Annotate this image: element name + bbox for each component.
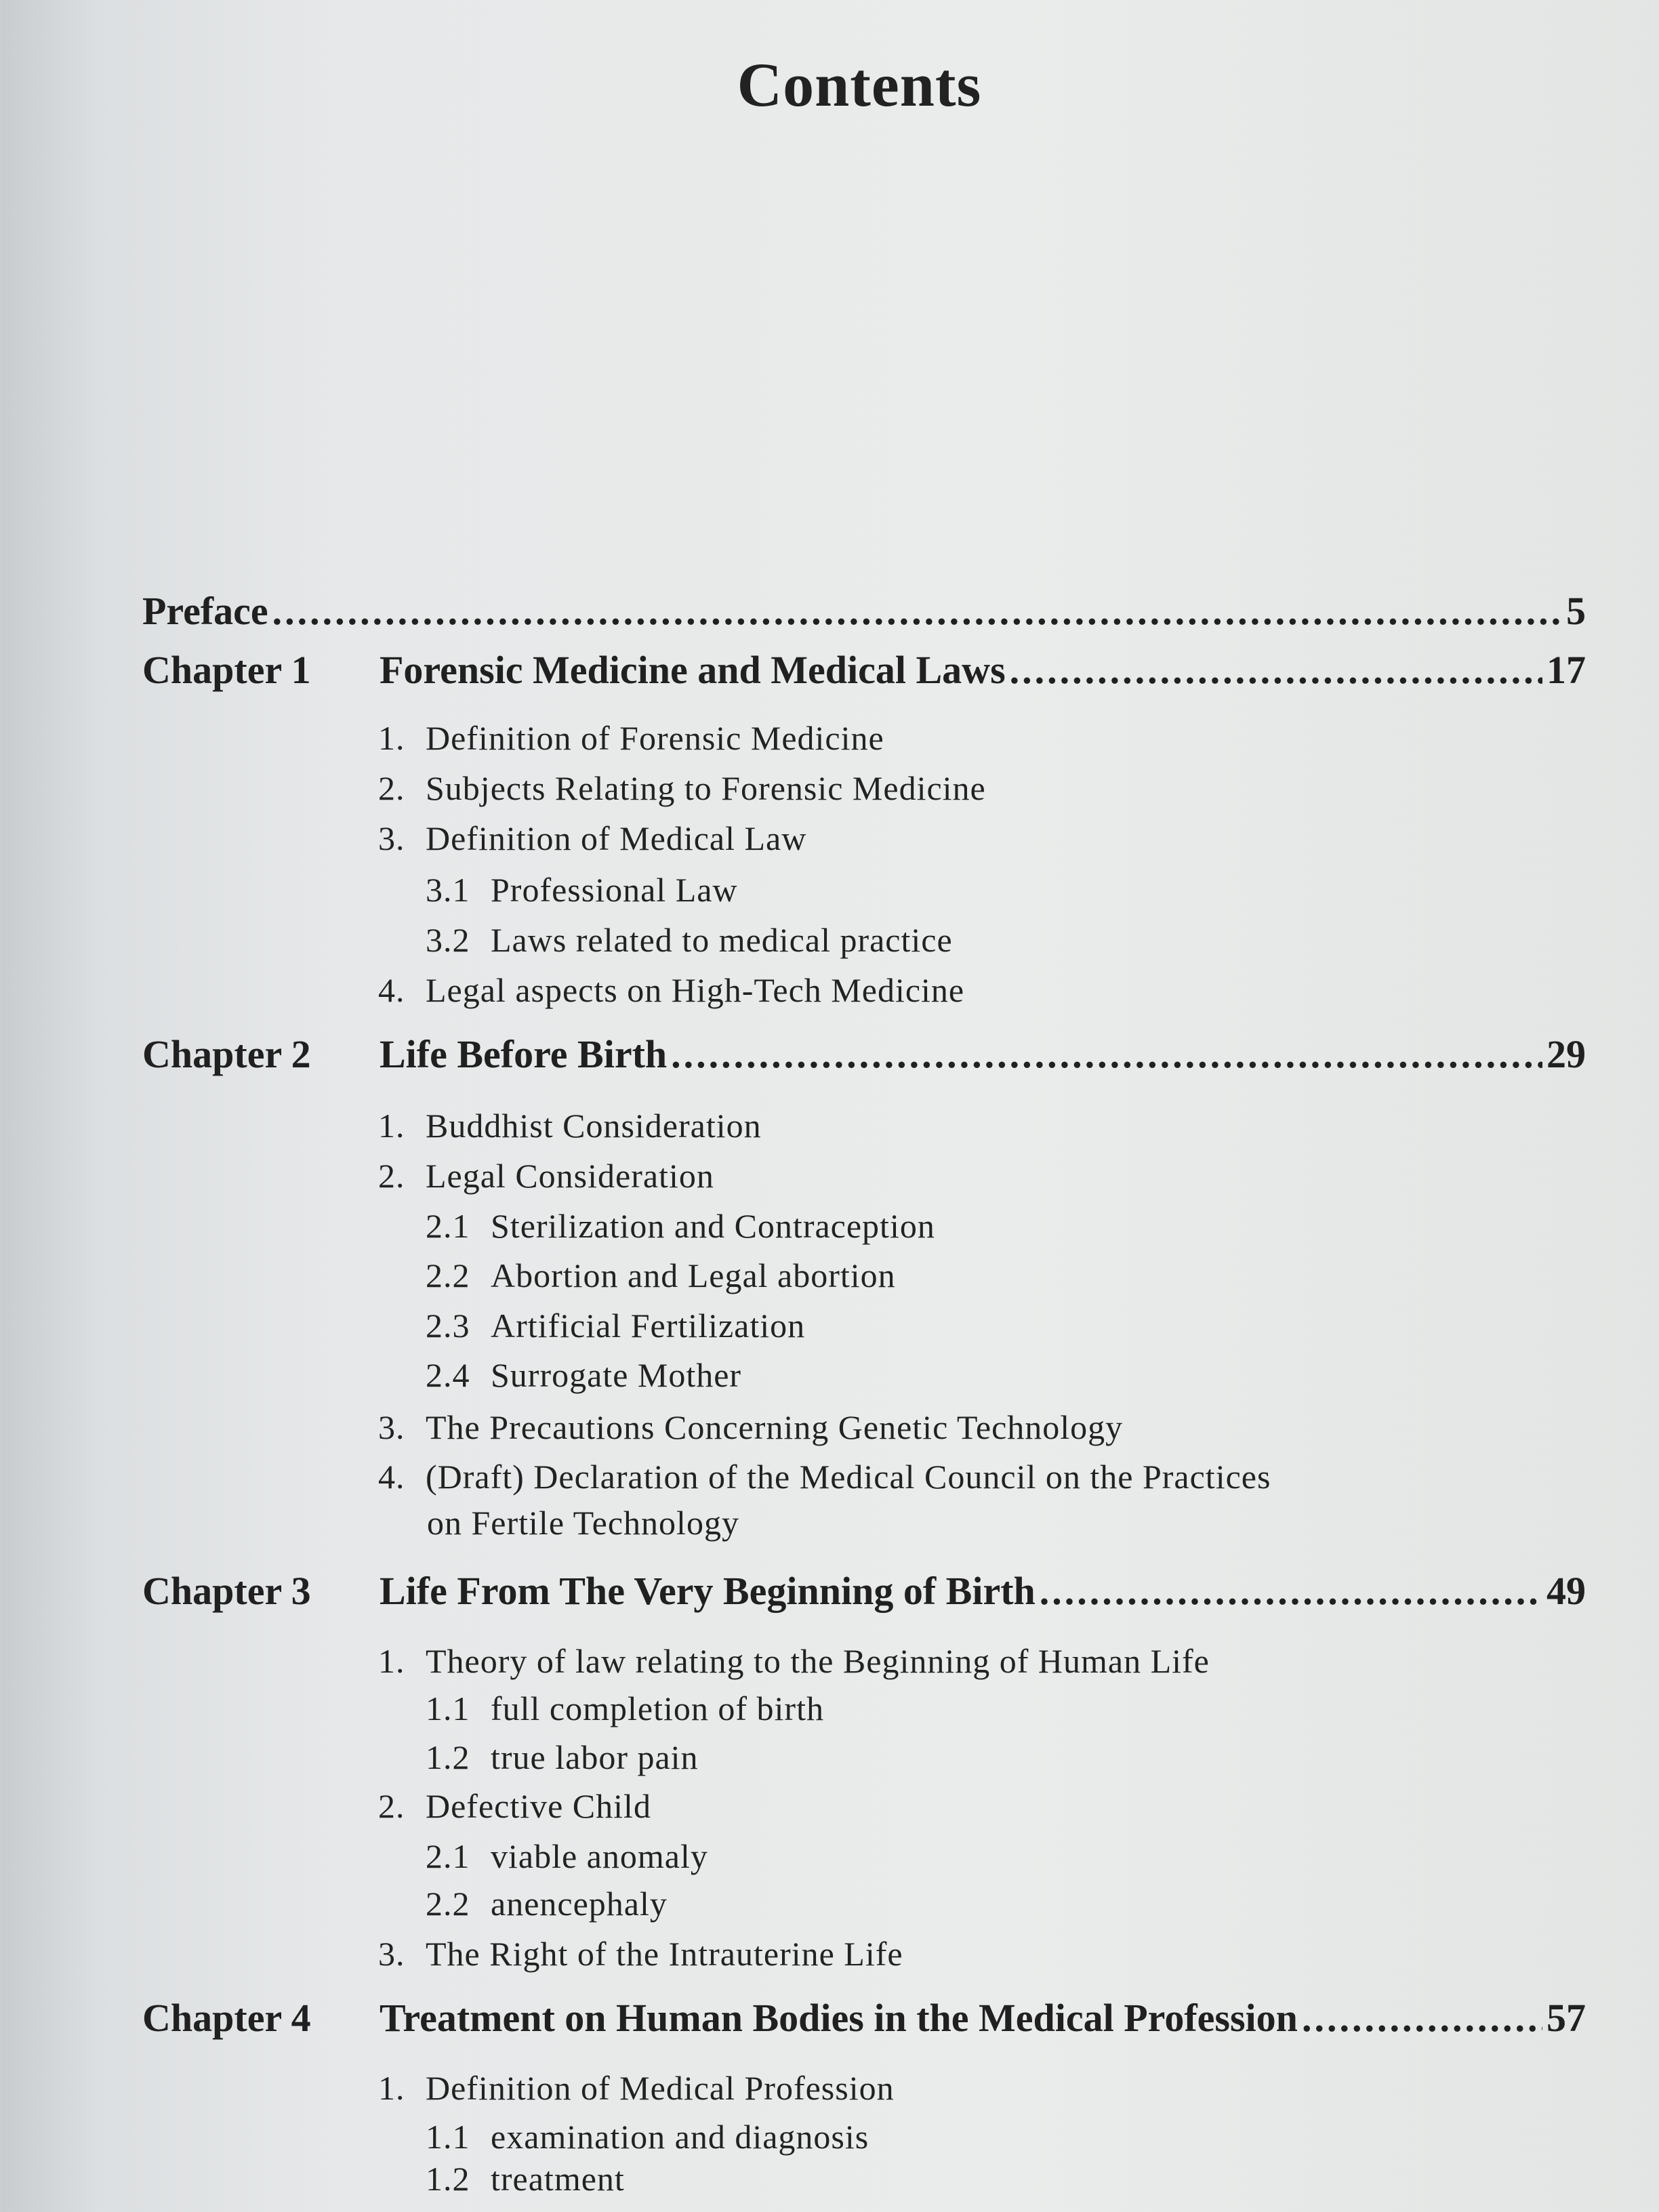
toc-subitem: 3.1 Professional Law (426, 871, 738, 909)
chapter-title: Treatment on Human Bodies in the Medical Profession (380, 1996, 1298, 2040)
toc-item: 2. Legal Consideration (378, 1157, 714, 1195)
toc-subitem: 3.2 Laws related to medical practice (426, 921, 953, 959)
toc-entry-chapter-2 (142, 1031, 1586, 1092)
toc-subitem: 1.1 examination and diagnosis (426, 2118, 869, 2156)
toc-subitem: 2.2 anencephaly (426, 1885, 668, 1923)
toc-subitem: 2.4 Surrogate Mother (426, 1356, 742, 1394)
toc-item: 1. Definition of Forensic Medicine (378, 719, 884, 757)
chapter-label: Chapter 2 (142, 1032, 311, 1076)
chapter-page-number: 49 (1547, 1569, 1586, 1613)
toc-subitem: 2.1 viable anomaly (426, 1837, 708, 1875)
preface-page-number: 5 (1566, 589, 1586, 633)
toc-entry-chapter-3 (142, 1568, 1586, 1629)
toc-subitem: 1.2 treatment (426, 2160, 625, 2198)
toc-item: 1. Theory of law relating to the Beginning of Human Life (378, 1642, 1210, 1680)
chapter-title: Forensic Medicine and Medical Laws (380, 648, 1006, 692)
dot-leader (1010, 647, 1542, 693)
chapter-title: Life From The Very Beginning of Birth (380, 1569, 1036, 1613)
toc-item: 4. Legal aspects on High-Tech Medicine (378, 971, 965, 1009)
chapter-label: Chapter 1 (142, 648, 311, 692)
dot-leader (671, 1031, 1542, 1077)
page-title: Contents (737, 50, 982, 119)
chapter-label: Chapter 4 (142, 1996, 311, 2040)
toc-subitem: 1.2 true labor pain (426, 1738, 699, 1776)
dot-leader (272, 588, 1562, 634)
toc-item: 1. Definition of Medical Profession (378, 2069, 895, 2107)
toc-item: 3. Definition of Medical Law (378, 819, 807, 857)
toc-item: 2. Subjects Relating to Forensic Medicine (378, 769, 986, 807)
toc-item: 4. (Draft) Declaration of the Medical Council on the Practices (378, 1458, 1271, 1496)
chapter-page-number: 17 (1547, 648, 1586, 692)
dot-leader (1302, 1995, 1542, 2041)
chapter-page-number: 57 (1547, 1996, 1586, 2040)
toc-entry-chapter-4 (142, 1995, 1586, 2056)
toc-entry-preface (142, 588, 1586, 649)
toc-item-continuation: on Fertile Technology (427, 1504, 739, 1542)
toc-subitem: 1.1 full completion of birth (426, 1689, 824, 1727)
chapter-page-number: 29 (1547, 1032, 1586, 1076)
toc-subitem: 2.3 Artificial Fertilization (426, 1307, 806, 1345)
toc-subitem: 2.1 Sterilization and Contraception (426, 1207, 935, 1245)
toc-item: 2. Defective Child (378, 1787, 651, 1825)
preface-label: Preface (142, 589, 268, 633)
dot-leader (1040, 1568, 1542, 1614)
toc-item: 3. The Right of the Intrauterine Life (378, 1935, 903, 1973)
toc-item: 1. Buddhist Consideration (378, 1107, 762, 1145)
toc-subitem: 2.2 Abortion and Legal abortion (426, 1256, 896, 1294)
toc-item: 3. The Precautions Concerning Genetic Technology (378, 1408, 1124, 1446)
chapter-title: Life Before Birth (380, 1032, 668, 1076)
toc-entry-chapter-1 (142, 647, 1586, 708)
chapter-label: Chapter 3 (142, 1569, 311, 1613)
